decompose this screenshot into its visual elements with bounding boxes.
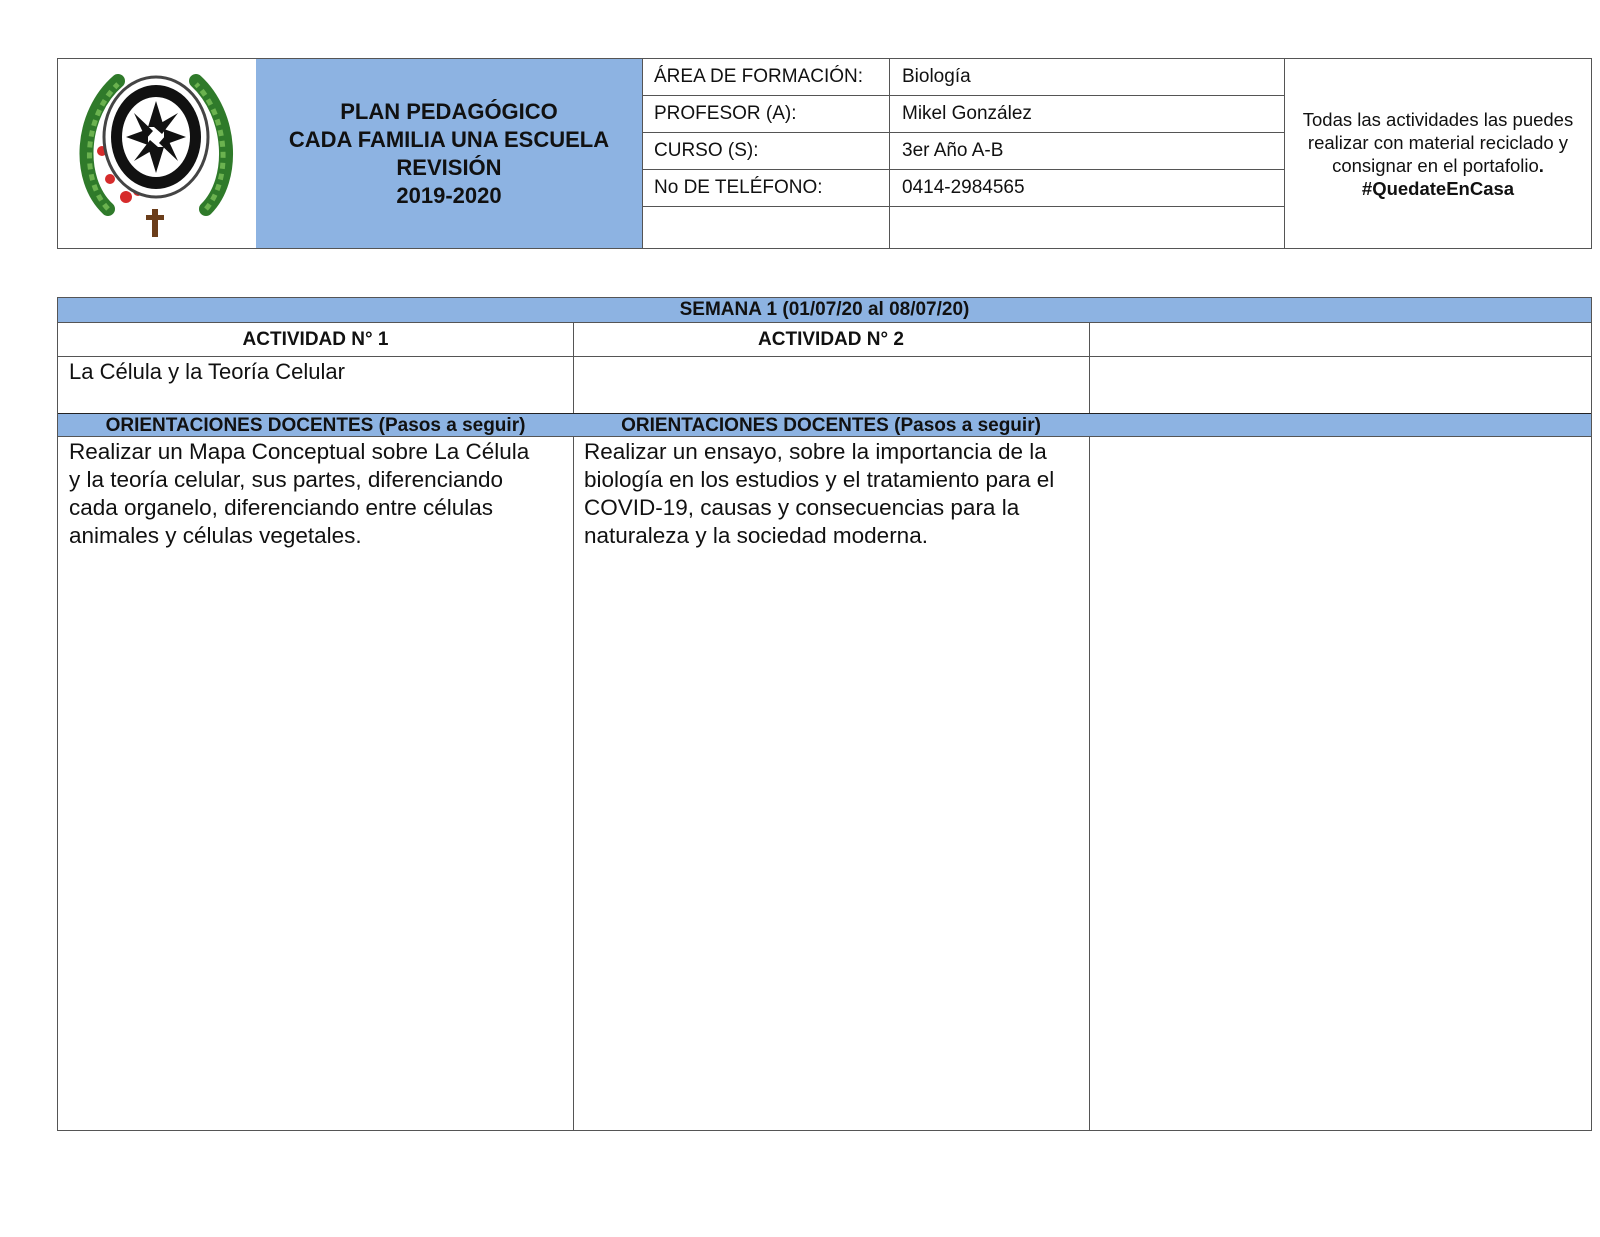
activities-note (1284, 59, 1591, 248)
info-label: ÁREA DE FORMACIÓN: (642, 59, 890, 95)
activity-3-name (1089, 356, 1591, 360)
title-line-2: CADA FAMILIA UNA ESCUELA (288, 126, 610, 152)
info-label: CURSO (S): (642, 133, 890, 169)
info-value: 0414-2984565 (902, 177, 1025, 198)
info-row-profesor (642, 96, 1284, 133)
title-line-3: REVISIÓN (396, 154, 502, 180)
info-grid (642, 59, 1284, 248)
activity-1-heading: ACTIVIDAD N° 1 (242, 328, 389, 350)
header-table (57, 58, 1592, 249)
orientation-label-1: ORIENTACIONES DOCENTES (Pasos a seguir) (105, 415, 526, 436)
note-text: Todas las actividades las puedes realizar con material reciclado y consignar en el portafolio (1302, 108, 1574, 176)
info-value (890, 207, 1284, 248)
week-table (57, 297, 1592, 1131)
title-line-1: PLAN PEDAGÓGICO (340, 98, 558, 124)
activity-3-heading (1089, 323, 1591, 356)
activity-2-name (573, 356, 1089, 360)
info-value: 3er Año A-B (902, 140, 1004, 161)
info-value: Biología (902, 66, 971, 87)
orientation-text-1: Realizar un Mapa Conceptual sobre La Célula y la teoría celular, sus partes, diferenciando cada organelo, diferenciando entre células animales y células vegetales. (69, 439, 530, 548)
activity-1-name: La Célula y la Teoría Celular (69, 359, 345, 384)
activity-2-heading: ACTIVIDAD N° 2 (758, 328, 904, 350)
orientation-text-2: Realizar un ensayo, sobre la importancia de la biología en los estudios y el tratamiento para el COVID-19, causas y consecuencias para la naturaleza y la sociedad moderna. (584, 439, 1055, 548)
info-row-area (642, 59, 1284, 96)
plan-title (256, 59, 643, 248)
logo-cell (58, 59, 257, 248)
note-hashtag: . #QuedateEnCasa (1361, 154, 1544, 199)
info-row-empty (642, 207, 1284, 248)
info-value: Mikel González (902, 103, 1032, 124)
info-label: PROFESOR (A): (642, 96, 890, 132)
info-label: No DE TELÉFONO: (642, 170, 890, 206)
week-title: SEMANA 1 (01/07/20 al 08/07/20) (58, 298, 1591, 323)
info-row-curso (642, 133, 1284, 170)
info-row-telefono (642, 170, 1284, 207)
orientation-label-2: ORIENTACIONES DOCENTES (Pasos a seguir) (621, 415, 1041, 436)
orientation-label-3 (1089, 413, 1591, 437)
column-divider (1089, 323, 1090, 1130)
info-label (642, 207, 890, 248)
title-line-4: 2019-2020 (396, 182, 502, 208)
school-crest-logo (58, 59, 256, 248)
